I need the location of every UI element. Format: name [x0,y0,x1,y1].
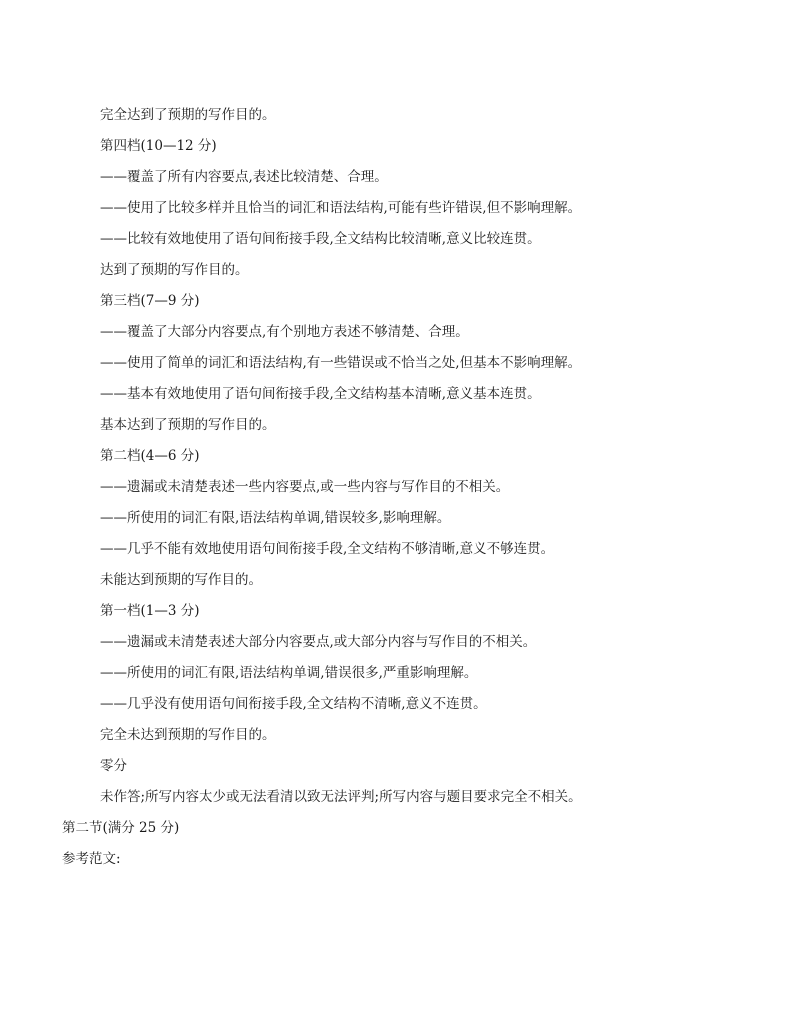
text-line: 完全未达到预期的写作目的。 [100,727,276,743]
sample-essay-label: 参考范文: [62,851,121,867]
text-line: 完全达到了预期的写作目的。 [100,107,276,123]
text-line: ——几乎不能有效地使用语句间衔接手段,全文结构不够清晰,意义不够连贯。 [100,541,555,557]
grade-heading: 零分 [100,758,127,774]
grade-heading: 第四档(10—12 分) [100,138,217,154]
text-line: ——比较有效地使用了语句间衔接手段,全文结构比较清晰,意义比较连贯。 [100,231,541,247]
text-line: 达到了预期的写作目的。 [100,262,249,278]
text-line: ——遗漏或未清楚表述大部分内容要点,或大部分内容与写作目的不相关。 [100,634,537,650]
text-line: ——基本有效地使用了语句间衔接手段,全文结构基本清晰,意义基本连贯。 [100,386,541,402]
text-line: 基本达到了预期的写作目的。 [100,417,276,433]
text-line: ——所使用的词汇有限,语法结构单调,错误较多,影响理解。 [100,510,451,526]
text-line: ——覆盖了所有内容要点,表述比较清楚、合理。 [100,169,388,185]
text-line: ——所使用的词汇有限,语法结构单调,错误很多,严重影响理解。 [100,665,478,681]
text-line: ——使用了简单的词汇和语法结构,有一些错误或不恰当之处,但基本不影响理解。 [100,355,582,371]
text-line: ——遗漏或未清楚表述一些内容要点,或一些内容与写作目的不相关。 [100,479,510,495]
section-heading: 第二节(满分 25 分) [62,820,180,836]
grade-heading: 第三档(7—9 分) [100,293,200,309]
text-line: 未作答;所写内容太少或无法看清以致无法评判;所写内容与题目要求完全不相关。 [100,789,582,805]
text-line: ——几乎没有使用语句间衔接手段,全文结构不清晰,意义不连贯。 [100,696,487,712]
text-line: 未能达到预期的写作目的。 [100,572,262,588]
text-line: ——覆盖了大部分内容要点,有个别地方表述不够清楚、合理。 [100,324,469,340]
text-line: ——使用了比较多样并且恰当的词汇和语法结构,可能有些许错误,但不影响理解。 [100,200,582,216]
grade-heading: 第二档(4—6 分) [100,448,200,464]
grade-heading: 第一档(1—3 分) [100,603,200,619]
